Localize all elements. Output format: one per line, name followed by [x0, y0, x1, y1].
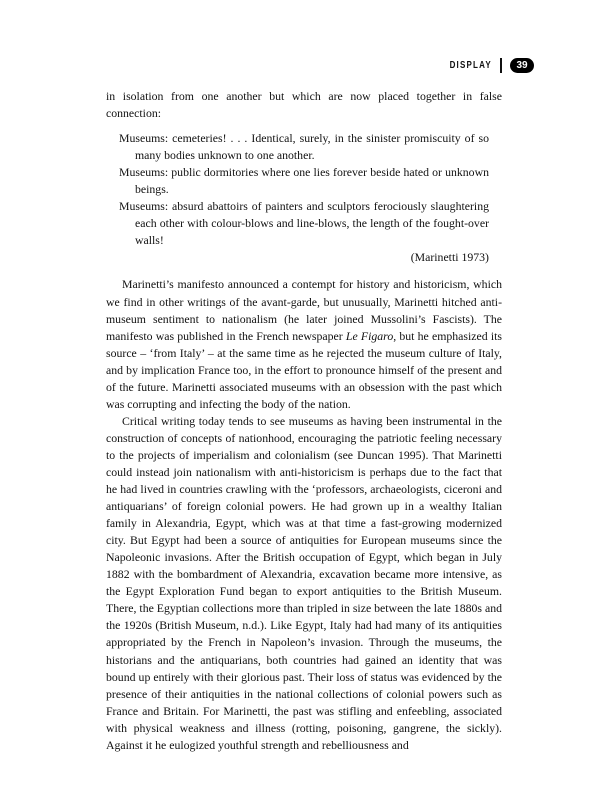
- section-title: DISPLAY: [449, 60, 492, 71]
- header-divider: [500, 58, 502, 73]
- paragraph-critical-writing: Critical writing today tends to see museums as having been instrumental in the construction of concepts of nationhood, encouraging the patriotic feeling necessary to the projects of imperialism and colonialism (see Duncan 1995). That Marinetti could instead join nationalism with anti-historicism is perhaps due to the fact that he had lived in countries crawling with the ‘professors, archaeologists, ciceroni and antiquarians’ of foreign colonial powers. He had grown up in a wealthy Italian family in Alexandria, Egypt, which was at that time a fast-growing modernized city. But Egypt had been a source of antiquities for European museums since the Napoleonic invasions. After the British occupation of Egypt, which began in July 1882 with the bombardment of Alexandria, excavation became more intensive, as the Egypt Exploration Fund began to export antiquities to the British Museum. There, the Egyptian collections more than tripled in size between the late 1880s and the 1920s (British Museum, n.d.). Like Egypt, Italy had had many of its antiquities appropriated by the French in Napoleon’s invasion. Through the museums, the historians and the antiquarians, both countries had gained an identity that was bound up entirely with their glorious past. Their loss of status was evidenced by the presence of their antiquities in the national collections of colonial powers such as France and Britain. For Marinetti, the past was stifling and enfeebling, associated with physical weakness and illness (rotting, poisoning, gangrene, the sickly). Against it he eulogized youthful strength and rebelliousness and: [106, 413, 502, 752]
- quote-line-3: Museums: absurd abattoirs of painters and sculptors ferociously slaughtering each other with colour-blows and line-blows, the length of the fought-over walls!: [119, 199, 489, 248]
- opening-paragraph: in isolation from one another but which are now placed together in false connection:: [106, 89, 502, 121]
- quote-line-1: Museums: cemeteries! . . . Identical, surely, in the sinister promiscuity of so many bodies unknown to one another.: [119, 131, 489, 163]
- page-number: 39: [510, 58, 534, 73]
- paragraph-marinetti-manifesto: [106, 276, 502, 412]
- body-text: [106, 88, 502, 754]
- paragraph-text: Marinetti’s manifesto announced a contempt for history and historicism, which we find in other writings of the avant-garde, but unusually, Marinetti hitched anti-museum sentiment to nationalism (he later joined Mussolini’s Fascists). The manifesto was published in the French newspaper: [106, 277, 502, 343]
- paragraph-text: , but he emphasized its source – ‘from Italy’ – at the same time as he rejected the museum culture of Italy, and by implication France too, in the effort to pronounce himself of the present and of the future. Marinetti associated museums with an obsession with the past which was corrupting and infecting the body of the nation.: [106, 328, 502, 411]
- running-head: [439, 58, 534, 73]
- newspaper-title: Le Figaro: [345, 328, 394, 343]
- quote-citation: (Marinetti 1973): [410, 250, 489, 265]
- quote-line-2: Museums: public dormitories where one lies forever beside hated or unknown beings.: [119, 165, 489, 197]
- manifesto-quote: [119, 130, 489, 266]
